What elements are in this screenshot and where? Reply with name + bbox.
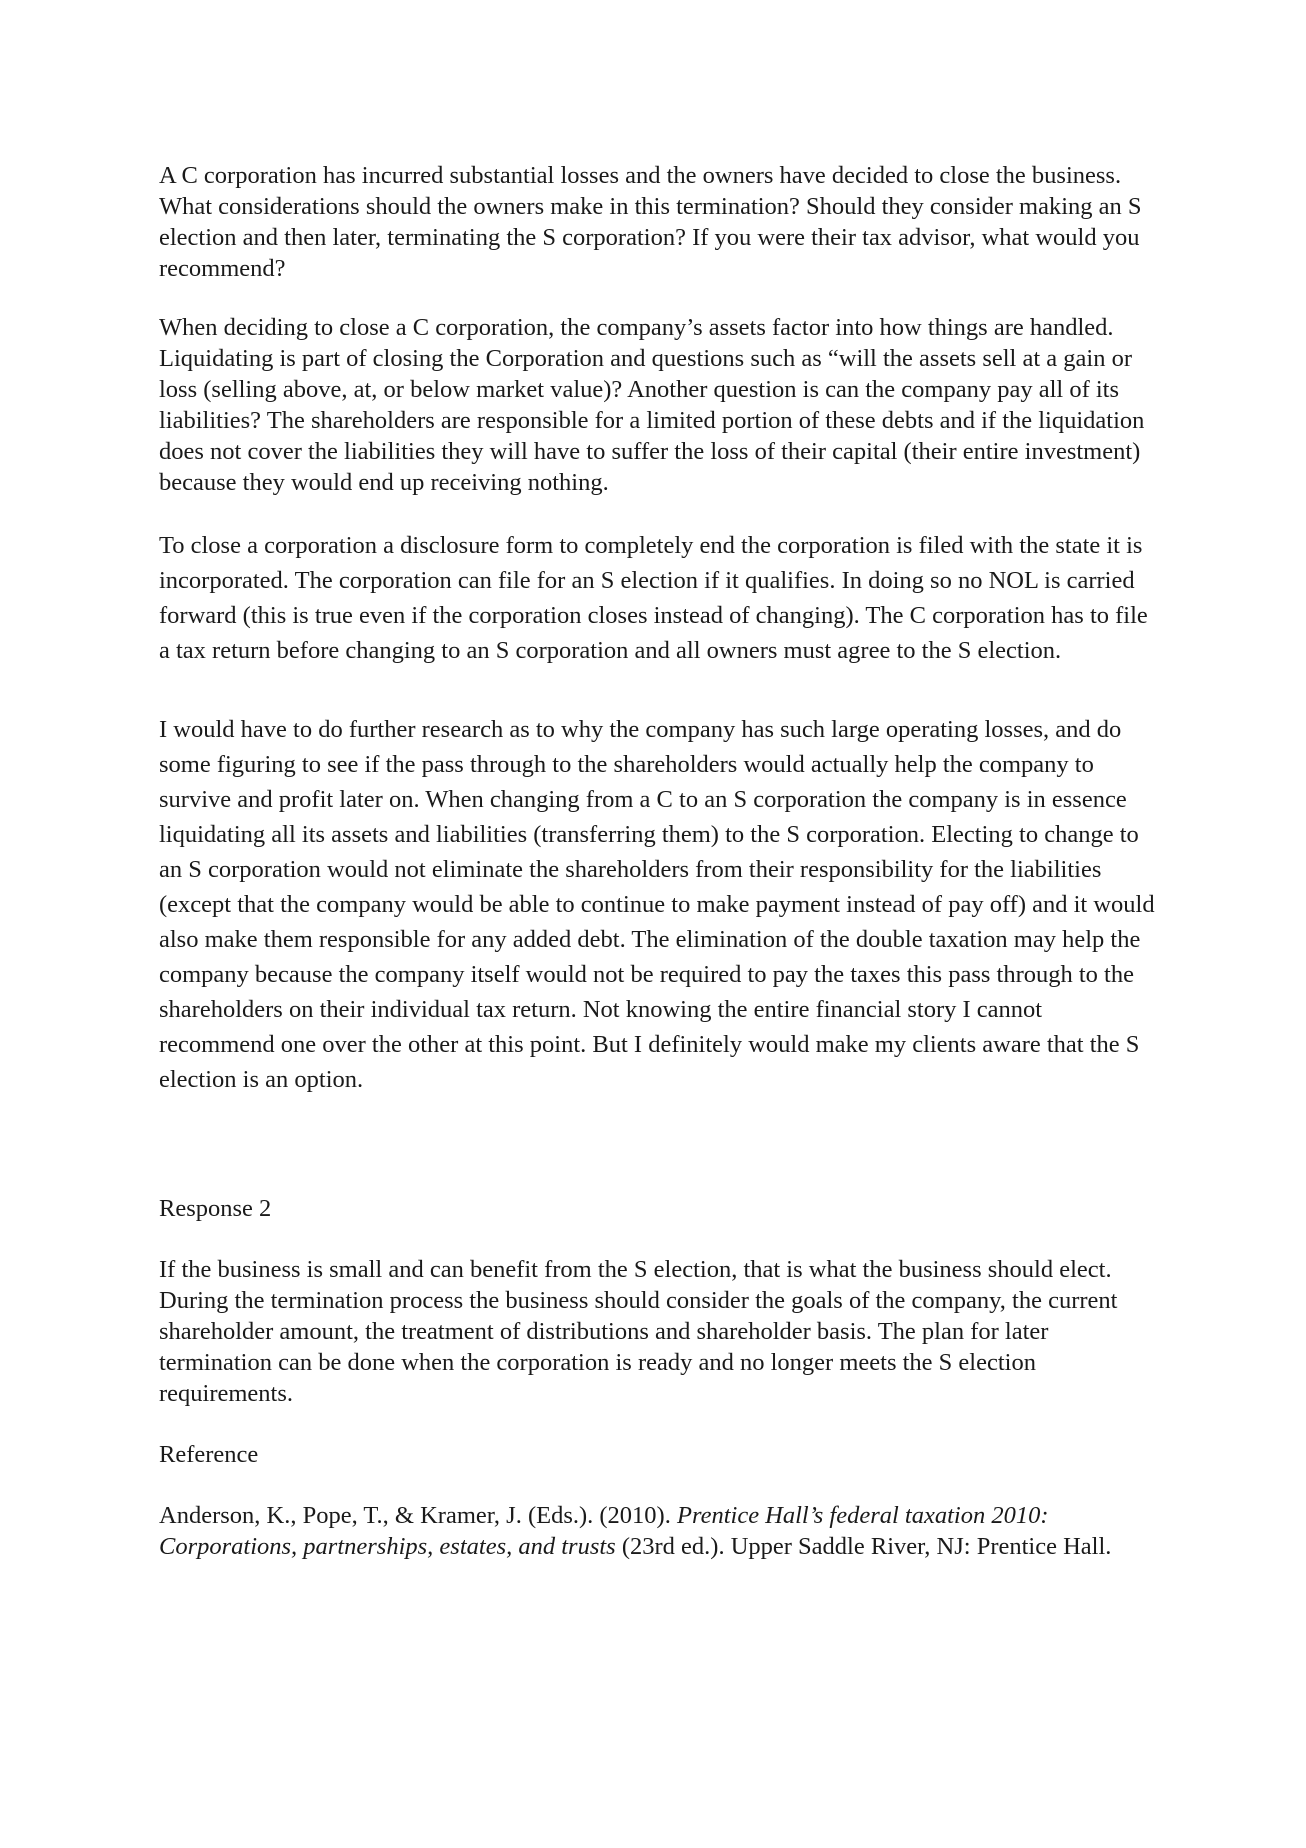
response1-paragraph-2: To close a corporation a disclosure form to completely end the corporation is filed with the state it is incorporated. The corporation can file for an S election if it qualifies. In doing so no NOL is carried forward (this is true even if the corporation closes instead of changing). The C corporation has to file a tax return before changing to an S corporation and all owners must agree to the S election. [159, 532, 1148, 664]
response1-paragraph-3: I would have to do further research as to why the company has such large operating losses, and do some figuring to see if the pass through to the shareholders would actually help the company to survive and profit later on. When changing from a C to an S corporation the company is in essence liquidating all its assets and liabilities (transferring them) to the S corporation. Electing to change to an S corporation would not eliminate the shareholders from their responsibility for the liabilities (except that the company would be able to continue to make payment instead of pay off) and it would also make them responsible for any added debt. The elimination of the double taxation may help the company because the company itself would not be required to pay the taxes this pass through to the shareholders on their individual tax return. Not knowing the entire financial story I cannot recommend one over the other at this point. But I definitely would make my clients aware that the S election is an option. [159, 716, 1155, 1093]
document-page [159, 160, 1159, 1562]
response2-paragraph: If the business is small and can benefit from the S election, that is what the business should elect. During the termination process the business should consider the goals of the company, the current shareholder amount, the treatment of distributions and shareholder basis. The plan for later termination can be done when the corporation is ready and no longer meets the S election requirements. [159, 1256, 1118, 1407]
citation-title: Prentice Hall’s federal taxation 2010: Corporations, partnerships, estates, and trusts [159, 1502, 1049, 1560]
reference-heading: Reference [159, 1441, 259, 1468]
question-paragraph: A C corporation has incurred substantial losses and the owners have decided to close the business. What considerations should the owners make in this termination? Should they consider making an S election and then later, terminating the S corporation? If you were their tax advisor, what would you recommend? [159, 162, 1142, 282]
response1-paragraph-1: When deciding to close a C corporation, the company’s assets factor into how things are handled. Liquidating is part of closing the Corporation and questions such as “will the assets sell at a gain or loss (selling above, at, or below market value)? Another question is can the company pay all of its liabilities? The shareholders are responsible for a limited portion of these debts and if the liquidation does not cover the liabilities they will have to suffer the loss of their capital (their entire investment) because they would end up receiving nothing. [159, 314, 1145, 496]
citation-publisher: (23rd ed.). Upper Saddle River, NJ: Prentice Hall. [615, 1533, 1112, 1560]
citation-authors: Anderson, K., Pope, T., & Kramer, J. (Eds.). (2010). [159, 1502, 677, 1529]
response2-heading: Response 2 [159, 1195, 272, 1222]
reference-citation [159, 1500, 1159, 1562]
